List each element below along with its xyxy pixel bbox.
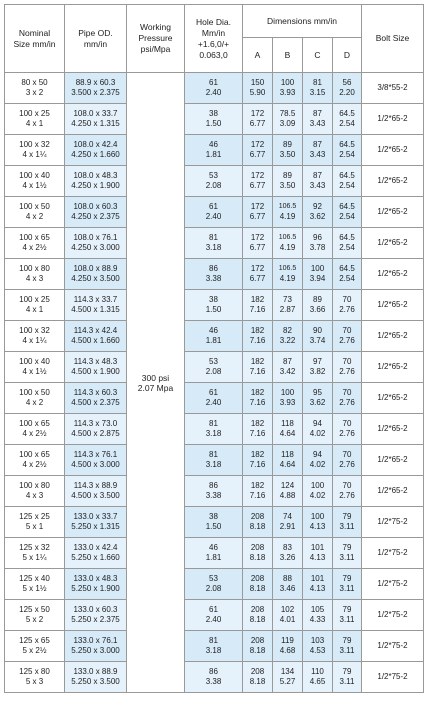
cell-hole-dia: 61 2.40 xyxy=(185,600,243,631)
cell-pipe-od: 114.3 x 76.1 4.500 x 3.000 xyxy=(65,445,127,476)
cell-nominal-size: 80 x 50 3 x 2 xyxy=(5,73,65,104)
cell-dim-c: 94 4.02 xyxy=(303,445,333,476)
cell-dim-c: 87 3.43 xyxy=(303,166,333,197)
cell-hole-dia: 46 1.81 xyxy=(185,321,243,352)
cell-pipe-od: 133.0 x 60.3 5.250 x 2.375 xyxy=(65,600,127,631)
cell-hole-dia: 86 3.38 xyxy=(185,476,243,507)
cell-bolt-size: 1/2*65-2 xyxy=(362,259,424,290)
cell-nominal-size: 125 x 32 5 x 1¼ xyxy=(5,538,65,569)
table-row xyxy=(5,352,424,383)
table-row xyxy=(5,290,424,321)
cell-nominal-size: 100 x 25 4 x 1 xyxy=(5,290,65,321)
cell-dim-d: 70 2.76 xyxy=(333,352,362,383)
table-row xyxy=(5,631,424,662)
cell-dim-b: 100 3.93 xyxy=(273,73,303,104)
cell-bolt-size: 1/2*65-2 xyxy=(362,104,424,135)
cell-nominal-size: 100 x 40 4 x 1½ xyxy=(5,166,65,197)
cell-bolt-size: 1/2*65-2 xyxy=(362,197,424,228)
cell-bolt-size: 1/2*75-2 xyxy=(362,662,424,693)
cell-hole-dia: 61 2.40 xyxy=(185,383,243,414)
cell-dim-a: 208 8.18 xyxy=(243,538,273,569)
table-row xyxy=(5,600,424,631)
cell-nominal-size: 100 x 50 4 x 2 xyxy=(5,383,65,414)
cell-nominal-size: 125 x 50 5 x 2 xyxy=(5,600,65,631)
cell-dim-b: 88 3.46 xyxy=(273,569,303,600)
cell-pipe-od: 133.0 x 33.7 5.250 x 1.315 xyxy=(65,507,127,538)
cell-hole-dia: 81 3.18 xyxy=(185,445,243,476)
cell-dim-d: 64.5 2.54 xyxy=(333,135,362,166)
cell-dim-d: 70 2.76 xyxy=(333,476,362,507)
table-row xyxy=(5,228,424,259)
cell-hole-dia: 53 2.08 xyxy=(185,166,243,197)
cell-nominal-size: 100 x 65 4 x 2½ xyxy=(5,445,65,476)
cell-hole-dia: 53 2.08 xyxy=(185,352,243,383)
cell-pipe-od: 114.3 x 60.3 4.500 x 2.375 xyxy=(65,383,127,414)
cell-bolt-size: 1/2*65-2 xyxy=(362,321,424,352)
table-row xyxy=(5,507,424,538)
cell-dim-b: 118 4.64 xyxy=(273,445,303,476)
cell-bolt-size: 1/2*65-2 xyxy=(362,228,424,259)
dimensions-table xyxy=(4,4,424,693)
cell-dim-b: 119 4.68 xyxy=(273,631,303,662)
cell-pipe-od: 114.3 x 33.7 4.500 x 1.315 xyxy=(65,290,127,321)
table-body xyxy=(5,73,424,693)
cell-bolt-size: 1/2*65-2 xyxy=(362,414,424,445)
cell-dim-b: 78.5 3.09 xyxy=(273,104,303,135)
cell-dim-a: 182 7.16 xyxy=(243,445,273,476)
cell-dim-b: 100 3.93 xyxy=(273,383,303,414)
cell-nominal-size: 100 x 32 4 x 1¼ xyxy=(5,321,65,352)
cell-dim-c: 110 4.65 xyxy=(303,662,333,693)
cell-dim-a: 208 8.18 xyxy=(243,569,273,600)
cell-dim-b: 106.5 4.19 xyxy=(273,228,303,259)
cell-pipe-od: 114.3 x 42.4 4.500 x 1.660 xyxy=(65,321,127,352)
cell-dim-c: 87 3.43 xyxy=(303,135,333,166)
cell-nominal-size: 125 x 65 5 x 2½ xyxy=(5,631,65,662)
cell-hole-dia: 86 3.38 xyxy=(185,259,243,290)
cell-dim-b: 106.5 4.19 xyxy=(273,259,303,290)
table-row xyxy=(5,445,424,476)
cell-bolt-size: 1/2*75-2 xyxy=(362,507,424,538)
cell-nominal-size: 100 x 65 4 x 2½ xyxy=(5,414,65,445)
cell-dim-d: 56 2.20 xyxy=(333,73,362,104)
cell-hole-dia: 61 2.40 xyxy=(185,73,243,104)
cell-pipe-od: 108.0 x 76.1 4.250 x 3.000 xyxy=(65,228,127,259)
cell-dim-d: 79 3.11 xyxy=(333,569,362,600)
table-row xyxy=(5,104,424,135)
cell-hole-dia: 81 3.18 xyxy=(185,228,243,259)
cell-dim-d: 64.5 2.54 xyxy=(333,104,362,135)
table-row xyxy=(5,321,424,352)
table-header xyxy=(5,5,424,73)
cell-hole-dia: 38 1.50 xyxy=(185,507,243,538)
cell-dim-a: 182 7.16 xyxy=(243,352,273,383)
cell-working-pressure: 300 psi 2.07 Mpa xyxy=(127,73,185,693)
cell-dim-c: 89 3.66 xyxy=(303,290,333,321)
cell-dim-a: 172 6.77 xyxy=(243,228,273,259)
cell-dim-a: 182 7.16 xyxy=(243,321,273,352)
cell-dim-c: 94 4.02 xyxy=(303,414,333,445)
cell-dim-d: 79 3.11 xyxy=(333,507,362,538)
table-row xyxy=(5,259,424,290)
cell-pipe-od: 108.0 x 42.4 4.250 x 1.660 xyxy=(65,135,127,166)
table-row xyxy=(5,383,424,414)
cell-dim-a: 208 8.18 xyxy=(243,600,273,631)
table-row xyxy=(5,538,424,569)
cell-nominal-size: 100 x 40 4 x 1½ xyxy=(5,352,65,383)
cell-hole-dia: 38 1.50 xyxy=(185,104,243,135)
cell-dim-d: 79 3.11 xyxy=(333,538,362,569)
cell-dim-a: 208 8.18 xyxy=(243,507,273,538)
cell-dim-b: 102 4.01 xyxy=(273,600,303,631)
cell-dim-a: 172 6.77 xyxy=(243,135,273,166)
cell-nominal-size: 125 x 80 5 x 3 xyxy=(5,662,65,693)
cell-nominal-size: 100 x 32 4 x 1¼ xyxy=(5,135,65,166)
header-hole-dia: Hole Dia. Mm/in +1.6,0/+ 0.063,0 xyxy=(185,5,243,73)
cell-dim-d: 64.5 2.54 xyxy=(333,197,362,228)
cell-dim-a: 172 6.77 xyxy=(243,166,273,197)
cell-pipe-od: 108.0 x 33.7 4.250 x 1.315 xyxy=(65,104,127,135)
header-dim-a: A xyxy=(243,38,273,73)
cell-dim-c: 96 3.78 xyxy=(303,228,333,259)
cell-nominal-size: 125 x 40 5 x 1½ xyxy=(5,569,65,600)
cell-nominal-size: 100 x 25 4 x 1 xyxy=(5,104,65,135)
cell-hole-dia: 38 1.50 xyxy=(185,290,243,321)
cell-pipe-od: 114.3 x 48.3 4.500 x 1.900 xyxy=(65,352,127,383)
cell-hole-dia: 61 2.40 xyxy=(185,197,243,228)
cell-hole-dia: 46 1.81 xyxy=(185,538,243,569)
cell-pipe-od: 114.3 x 88.9 4.500 x 3.500 xyxy=(65,476,127,507)
cell-dim-a: 182 7.16 xyxy=(243,414,273,445)
cell-pipe-od: 108.0 x 48.3 4.250 x 1.900 xyxy=(65,166,127,197)
cell-nominal-size: 100 x 80 4 x 3 xyxy=(5,259,65,290)
cell-dim-b: 89 3.50 xyxy=(273,166,303,197)
cell-dim-b: 89 3.50 xyxy=(273,135,303,166)
cell-dim-c: 101 4.13 xyxy=(303,538,333,569)
cell-dim-c: 97 3.82 xyxy=(303,352,333,383)
cell-nominal-size: 125 x 25 5 x 1 xyxy=(5,507,65,538)
cell-dim-b: 118 4.64 xyxy=(273,414,303,445)
header-dimensions: Dimensions mm/in xyxy=(243,5,362,38)
cell-dim-c: 87 3.43 xyxy=(303,104,333,135)
header-bolt-size: Bolt Size xyxy=(362,5,424,73)
cell-dim-a: 150 5.90 xyxy=(243,73,273,104)
header-nominal-size: Nominal Size mm/in xyxy=(5,5,65,73)
table-row xyxy=(5,476,424,507)
table-row xyxy=(5,569,424,600)
cell-dim-d: 79 3.11 xyxy=(333,631,362,662)
cell-dim-a: 182 7.16 xyxy=(243,290,273,321)
cell-dim-d: 64.5 2.54 xyxy=(333,259,362,290)
cell-dim-b: 134 5.27 xyxy=(273,662,303,693)
cell-pipe-od: 108.0 x 88.9 4.250 x 3.500 xyxy=(65,259,127,290)
cell-dim-b: 74 2.91 xyxy=(273,507,303,538)
cell-pipe-od: 88.9 x 60.3 3.500 x 2.375 xyxy=(65,73,127,104)
cell-dim-a: 208 8.18 xyxy=(243,662,273,693)
cell-bolt-size: 1/2*65-2 xyxy=(362,135,424,166)
cell-dim-b: 124 4.88 xyxy=(273,476,303,507)
cell-dim-a: 172 6.77 xyxy=(243,259,273,290)
cell-dim-d: 64.5 2.54 xyxy=(333,228,362,259)
spec-table-container xyxy=(4,4,424,693)
cell-dim-d: 64.5 2.54 xyxy=(333,166,362,197)
cell-bolt-size: 1/2*75-2 xyxy=(362,600,424,631)
cell-nominal-size: 100 x 50 4 x 2 xyxy=(5,197,65,228)
table-row xyxy=(5,662,424,693)
cell-hole-dia: 81 3.18 xyxy=(185,631,243,662)
cell-dim-c: 100 4.02 xyxy=(303,476,333,507)
cell-dim-d: 70 2.76 xyxy=(333,321,362,352)
cell-bolt-size: 1/2*65-2 xyxy=(362,352,424,383)
cell-dim-c: 95 3.62 xyxy=(303,383,333,414)
header-pipe-od: Pipe OD. mm/in xyxy=(65,5,127,73)
cell-nominal-size: 100 x 80 4 x 3 xyxy=(5,476,65,507)
cell-bolt-size: 1/2*65-2 xyxy=(362,383,424,414)
cell-dim-c: 81 3.15 xyxy=(303,73,333,104)
header-dim-c: C xyxy=(303,38,333,73)
cell-dim-c: 105 4.33 xyxy=(303,600,333,631)
cell-hole-dia: 81 3.18 xyxy=(185,414,243,445)
cell-pipe-od: 133.0 x 76.1 5.250 x 3.000 xyxy=(65,631,127,662)
cell-bolt-size: 3/8*55-2 xyxy=(362,73,424,104)
cell-dim-b: 106.5 4.19 xyxy=(273,197,303,228)
cell-bolt-size: 1/2*65-2 xyxy=(362,166,424,197)
cell-dim-c: 100 4.13 xyxy=(303,507,333,538)
cell-bolt-size: 1/2*75-2 xyxy=(362,631,424,662)
cell-dim-d: 70 2.76 xyxy=(333,445,362,476)
header-working-pressure: Working Pressure psi/Mpa xyxy=(127,5,185,73)
cell-dim-b: 83 3.26 xyxy=(273,538,303,569)
cell-dim-d: 79 3.11 xyxy=(333,662,362,693)
cell-dim-a: 182 7.16 xyxy=(243,476,273,507)
cell-dim-d: 70 2.76 xyxy=(333,383,362,414)
cell-dim-c: 101 4.13 xyxy=(303,569,333,600)
cell-dim-d: 70 2.76 xyxy=(333,414,362,445)
cell-dim-a: 172 6.77 xyxy=(243,104,273,135)
table-row xyxy=(5,73,424,104)
cell-bolt-size: 1/2*65-2 xyxy=(362,476,424,507)
cell-dim-a: 172 6.77 xyxy=(243,197,273,228)
cell-dim-a: 182 7.16 xyxy=(243,383,273,414)
cell-bolt-size: 1/2*65-2 xyxy=(362,290,424,321)
cell-pipe-od: 114.3 x 73.0 4.500 x 2.875 xyxy=(65,414,127,445)
cell-bolt-size: 1/2*65-2 xyxy=(362,445,424,476)
header-dim-b: B xyxy=(273,38,303,73)
cell-dim-c: 92 3.62 xyxy=(303,197,333,228)
cell-bolt-size: 1/2*75-2 xyxy=(362,538,424,569)
table-row xyxy=(5,414,424,445)
cell-nominal-size: 100 x 65 4 x 2½ xyxy=(5,228,65,259)
table-row xyxy=(5,197,424,228)
cell-dim-b: 73 2.87 xyxy=(273,290,303,321)
cell-hole-dia: 86 3.38 xyxy=(185,662,243,693)
cell-pipe-od: 133.0 x 42.4 5.250 x 1.660 xyxy=(65,538,127,569)
cell-dim-a: 208 8.18 xyxy=(243,631,273,662)
table-row xyxy=(5,135,424,166)
cell-hole-dia: 53 2.08 xyxy=(185,569,243,600)
cell-pipe-od: 133.0 x 88.9 5.250 x 3.500 xyxy=(65,662,127,693)
cell-dim-d: 70 2.76 xyxy=(333,290,362,321)
cell-dim-c: 90 3.74 xyxy=(303,321,333,352)
cell-bolt-size: 1/2*75-2 xyxy=(362,569,424,600)
header-dim-d: D xyxy=(333,38,362,73)
cell-dim-c: 103 4.53 xyxy=(303,631,333,662)
cell-dim-d: 79 3.11 xyxy=(333,600,362,631)
cell-dim-c: 100 3.94 xyxy=(303,259,333,290)
cell-dim-b: 87 3.42 xyxy=(273,352,303,383)
cell-pipe-od: 133.0 x 48.3 5.250 x 1.900 xyxy=(65,569,127,600)
cell-dim-b: 82 3.22 xyxy=(273,321,303,352)
table-row xyxy=(5,166,424,197)
cell-pipe-od: 108.0 x 60.3 4.250 x 2.375 xyxy=(65,197,127,228)
cell-hole-dia: 46 1.81 xyxy=(185,135,243,166)
